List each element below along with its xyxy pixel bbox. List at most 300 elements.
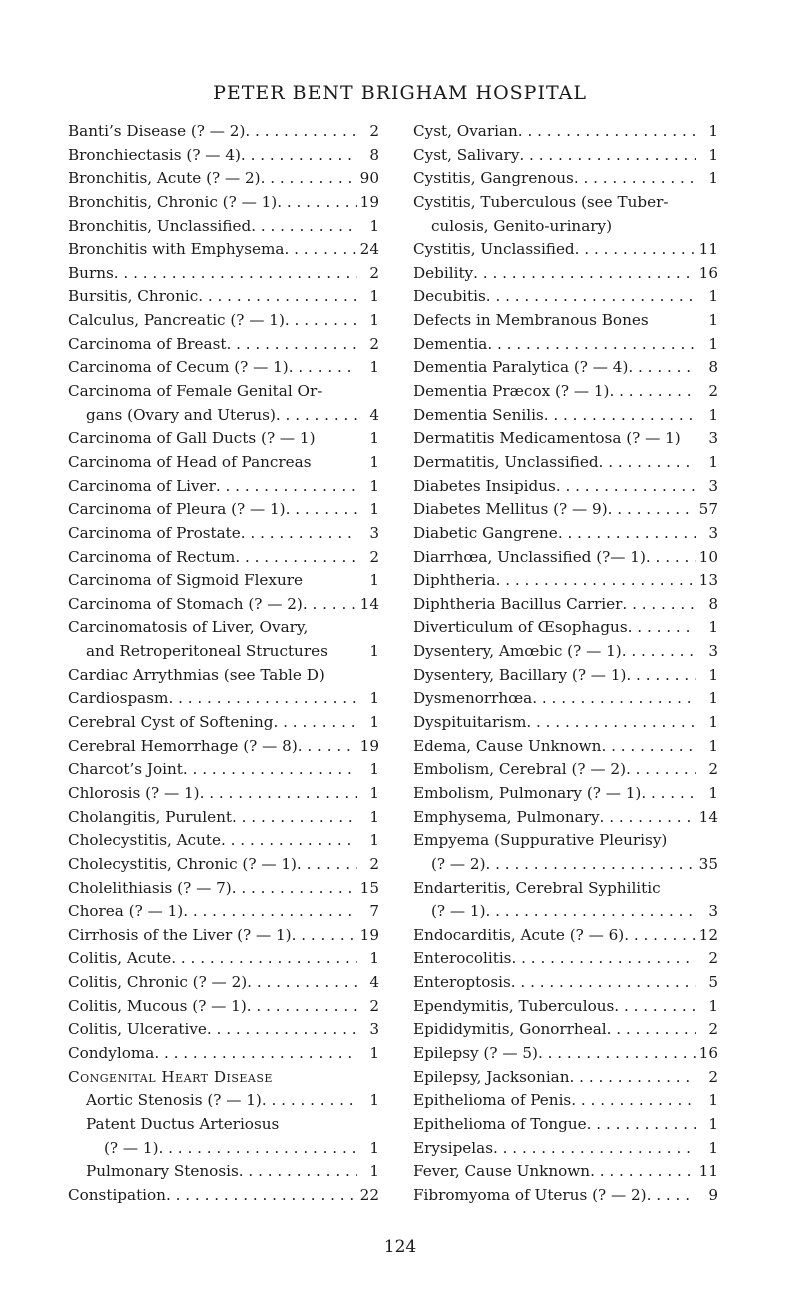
entry-label: Diphtheria Bacillus Carrier xyxy=(413,594,623,613)
entry-label: Cholecystitis, Chronic (? — 1) xyxy=(68,854,297,873)
entry-label: Dysentery, Amœbic (? — 1) xyxy=(413,642,622,661)
entry-label: Carcinomatosis of Liver, Ovary, xyxy=(68,618,309,637)
index-entry xyxy=(68,782,379,806)
entry-label: Carcinoma of Head of Pancreas xyxy=(68,452,312,471)
leader-dots xyxy=(289,356,357,380)
index-entry xyxy=(413,238,718,262)
entry-label: Fever, Cause Unknown xyxy=(413,1162,591,1181)
leader-dots xyxy=(628,616,696,640)
entry-count: 1 xyxy=(369,311,379,330)
index-entry xyxy=(413,167,718,191)
leader-dots xyxy=(232,806,357,830)
index-entry xyxy=(68,711,379,735)
leader-dots xyxy=(626,664,696,688)
leader-dots xyxy=(486,285,696,309)
index-entry xyxy=(413,569,718,593)
leader-dots xyxy=(614,995,696,1019)
index-entry xyxy=(413,262,718,286)
entry-count: 15 xyxy=(359,878,379,897)
leader-dots xyxy=(235,546,357,570)
index-entry xyxy=(413,947,718,971)
leader-dots xyxy=(247,971,357,995)
entry-label: Bronchitis with Emphysema xyxy=(68,240,285,259)
entry-count: 2 xyxy=(708,382,718,401)
entry-count: 8 xyxy=(369,145,379,164)
index-entry xyxy=(413,1042,718,1066)
entry-count: 1 xyxy=(369,1091,379,1110)
index-entry xyxy=(68,120,379,144)
index-entry xyxy=(413,995,718,1019)
entry-label: Cyst, Ovarian xyxy=(413,122,518,140)
leader-dots xyxy=(544,404,696,428)
index-entry xyxy=(413,1137,718,1161)
page-header: PETER BENT BRIGHAM HOSPITAL xyxy=(213,82,587,104)
index-entry xyxy=(68,546,379,570)
entry-label: Dermatitis, Unclassified xyxy=(413,452,599,471)
entry-label: Dysentery, Bacillary (? — 1) xyxy=(413,665,627,684)
entry-count: 13 xyxy=(698,571,718,590)
entry-label: Aortic Stenosis (? — 1) xyxy=(86,1091,262,1110)
entry-count: 1 xyxy=(708,996,718,1015)
leader-dots xyxy=(298,735,357,759)
entry-label: Erysipelas xyxy=(413,1138,493,1157)
leader-dots xyxy=(600,806,696,830)
leader-dots xyxy=(571,1089,696,1113)
index-entry xyxy=(413,285,718,309)
entry-label: Embolism, Cerebral (? — 2) xyxy=(413,760,626,779)
entry-label: Colitis, Ulcerative xyxy=(68,1020,207,1039)
leader-dots xyxy=(284,238,357,262)
entry-label: and Retroperitoneal Structures xyxy=(86,642,328,661)
entry-label: Epithelioma of Tongue xyxy=(413,1114,587,1133)
leader-dots xyxy=(487,333,696,357)
entry-label: Epididymitis, Gonorrheal xyxy=(413,1020,607,1039)
entry-count: 19 xyxy=(359,192,379,211)
entry-label: gans (Ovary and Uterus) xyxy=(86,405,276,424)
entry-label: Bronchitis, Acute (? — 2) xyxy=(68,169,261,188)
entry-label: Dermatitis Medicamentosa (? — 1) xyxy=(413,429,681,448)
entry-label: Defects in Membranous Bones xyxy=(413,311,649,330)
leader-dots xyxy=(647,1184,696,1208)
index-entry xyxy=(68,877,379,901)
leader-dots xyxy=(518,120,696,144)
entry-count: 90 xyxy=(359,169,379,188)
index-entry xyxy=(68,144,379,168)
entry-label: Banti’s Disease (? — 2) xyxy=(68,122,246,140)
entry-count: 1 xyxy=(708,689,718,708)
entry-label: Dysmenorrhœa xyxy=(413,689,533,708)
leader-dots xyxy=(276,404,357,428)
leader-dots xyxy=(114,262,357,286)
leader-dots xyxy=(607,1018,696,1042)
leader-dots xyxy=(274,711,358,735)
entry-count: 1 xyxy=(708,145,718,164)
entry-label: culosis, Genito-urinary) xyxy=(431,216,613,235)
index-entry xyxy=(413,144,718,168)
leader-dots xyxy=(622,593,696,617)
entry-count: 1 xyxy=(369,216,379,235)
index-entry xyxy=(413,664,718,688)
leader-dots xyxy=(226,333,357,357)
entry-label: (? — 2) xyxy=(431,854,486,873)
entry-label: Calculus, Pancreatic (? — 1) xyxy=(68,311,285,330)
entry-label: Colitis, Chronic (? — 2) xyxy=(68,973,248,992)
leader-dots xyxy=(251,215,357,239)
index-entry xyxy=(413,782,718,806)
entry-label: (? — 1) xyxy=(104,1138,159,1157)
leader-dots xyxy=(216,475,357,499)
leader-dots xyxy=(608,498,696,522)
index-entry xyxy=(413,380,718,404)
leader-dots xyxy=(183,758,357,782)
index-entry xyxy=(413,191,718,215)
leader-dots xyxy=(261,167,357,191)
leader-dots xyxy=(575,238,696,262)
entry-count: 57 xyxy=(698,500,718,519)
leader-dots xyxy=(574,167,696,191)
index-entry xyxy=(68,971,379,995)
entry-count: 9 xyxy=(708,1185,718,1204)
entry-count: 16 xyxy=(698,1043,718,1062)
leader-dots xyxy=(641,782,696,806)
entry-count: 1 xyxy=(369,1043,379,1062)
index-entry xyxy=(413,522,718,546)
leader-dots xyxy=(303,593,357,617)
leader-dots xyxy=(239,1160,357,1184)
index-entry xyxy=(68,333,379,357)
entry-label: Carcinoma of Pleura (? — 1) xyxy=(68,500,286,519)
index-entry xyxy=(413,900,718,924)
entry-label: Edema, Cause Unknown xyxy=(413,736,602,755)
index-entry xyxy=(413,1018,718,1042)
entry-count: 1 xyxy=(369,1138,379,1157)
entry-label: Epithelioma of Penis xyxy=(413,1091,572,1110)
entry-count: 1 xyxy=(369,760,379,779)
index-entry xyxy=(68,451,379,475)
entry-count: 1 xyxy=(369,642,379,661)
entry-count: 1 xyxy=(708,665,718,684)
index-entry xyxy=(413,427,718,451)
index-entry xyxy=(413,1089,718,1113)
entry-count: 1 xyxy=(708,1114,718,1133)
index-entry xyxy=(413,120,718,144)
index-entry xyxy=(413,215,718,239)
entry-count: 2 xyxy=(369,122,379,140)
leader-dots xyxy=(538,1042,696,1066)
index-entry xyxy=(68,640,379,664)
entry-label: Carcinoma of Liver xyxy=(68,476,216,495)
entry-label: Diverticulum of Œsophagus xyxy=(413,618,628,637)
entry-count: 3 xyxy=(369,1020,379,1039)
index-entry xyxy=(413,1184,718,1208)
entry-count: 12 xyxy=(698,925,718,944)
entry-label: Diabetic Gangrene xyxy=(413,523,558,542)
leader-dots xyxy=(166,1184,357,1208)
leader-dots xyxy=(277,191,357,215)
leader-dots xyxy=(526,711,696,735)
entry-count: 1 xyxy=(369,452,379,471)
entry-count: 3 xyxy=(708,642,718,661)
index-entry xyxy=(68,758,379,782)
entry-label: Cystitis, Tuberculous (see Tuber- xyxy=(413,192,669,211)
index-entry xyxy=(68,356,379,380)
entry-label: Patent Ductus Arteriosus xyxy=(86,1114,280,1133)
entry-count: 11 xyxy=(698,240,718,259)
leader-dots xyxy=(493,1137,696,1161)
entry-label: Constipation xyxy=(68,1185,166,1204)
entry-count: 1 xyxy=(369,831,379,850)
leader-dots xyxy=(473,262,696,286)
entry-count: 1 xyxy=(708,122,718,140)
entry-label: Diabetes Mellitus (? — 9) xyxy=(413,500,608,519)
entry-label: Cardiac Arrythmias (see Table D) xyxy=(68,665,325,684)
entry-count: 19 xyxy=(359,736,379,755)
entry-count: 8 xyxy=(708,358,718,377)
entry-count: 1 xyxy=(708,311,718,330)
entry-label: Condyloma xyxy=(68,1043,155,1062)
entry-label: Burns xyxy=(68,263,114,282)
left-column xyxy=(68,120,379,1207)
index-entry xyxy=(68,687,379,711)
entry-count: 10 xyxy=(698,547,718,566)
entry-label: (? — 1) xyxy=(431,902,486,921)
index-entry xyxy=(68,735,379,759)
leader-dots xyxy=(556,475,696,499)
index-entry xyxy=(68,285,379,309)
entry-count: 1 xyxy=(708,736,718,755)
leader-dots xyxy=(247,995,357,1019)
index-entry xyxy=(68,427,379,451)
index-entry xyxy=(413,971,718,995)
entry-count: 1 xyxy=(708,783,718,802)
leader-dots xyxy=(241,144,357,168)
entry-count: 4 xyxy=(369,405,379,424)
leader-dots xyxy=(241,522,357,546)
index-entry xyxy=(68,1160,379,1184)
leader-dots xyxy=(511,947,696,971)
entry-label: Enterocolitis xyxy=(413,949,512,968)
leader-dots xyxy=(200,782,357,806)
entry-label: Carcinoma of Gall Ducts (? — 1) xyxy=(68,429,316,448)
index-entry xyxy=(413,404,718,428)
index-entry xyxy=(68,1018,379,1042)
entry-label: Emphysema, Pulmonary xyxy=(413,807,600,826)
entry-count: 14 xyxy=(698,807,718,826)
entry-count: 1 xyxy=(708,713,718,732)
entry-count: 5 xyxy=(708,973,718,992)
entry-count: 1 xyxy=(369,713,379,732)
entry-label: Cholelithiasis (? — 7) xyxy=(68,878,232,897)
leader-dots xyxy=(496,569,696,593)
index-entry xyxy=(413,806,718,830)
index-entry xyxy=(68,309,379,333)
leader-dots xyxy=(183,900,357,924)
entry-label: Epilepsy, Jacksonian xyxy=(413,1067,570,1086)
leader-dots xyxy=(599,451,696,475)
entry-count: 1 xyxy=(369,358,379,377)
leader-dots xyxy=(587,1113,696,1137)
entry-label: Carcinoma of Rectum xyxy=(68,547,236,566)
index-entry xyxy=(68,380,379,404)
entry-count: 3 xyxy=(369,523,379,542)
entry-label: Dementia Paralytica (? — 4) xyxy=(413,358,629,377)
entry-count: 2 xyxy=(708,760,718,779)
index-entry xyxy=(68,1066,379,1090)
entry-label: Pulmonary Stenosis xyxy=(86,1162,239,1181)
index-entry xyxy=(68,1089,379,1113)
entry-label: Fibromyoma of Uterus (? — 2) xyxy=(413,1185,647,1204)
entry-label: Carcinoma of Female Genital Or- xyxy=(68,382,323,401)
index-entry xyxy=(68,404,379,428)
entry-count: 1 xyxy=(369,949,379,968)
leader-dots xyxy=(297,853,357,877)
leader-dots xyxy=(198,285,357,309)
entry-label: Cyst, Salivary xyxy=(413,145,520,164)
index-entry xyxy=(413,829,718,853)
index-entry xyxy=(413,333,718,357)
entry-count: 1 xyxy=(369,689,379,708)
index-entry xyxy=(68,829,379,853)
index-entry xyxy=(68,167,379,191)
entry-label: Congenital Heart Disease xyxy=(68,1067,273,1086)
leader-dots xyxy=(519,144,696,168)
entry-label: Carcinoma of Sigmoid Flexure xyxy=(68,571,304,590)
entry-count: 22 xyxy=(359,1185,379,1204)
index-entry xyxy=(413,616,718,640)
index-entry xyxy=(68,806,379,830)
entry-label: Epilepsy (? — 5) xyxy=(413,1043,538,1062)
leader-dots xyxy=(570,1066,696,1090)
leader-dots xyxy=(626,758,696,782)
entry-label: Carcinoma of Stomach (? — 2) xyxy=(68,594,303,613)
entry-count: 1 xyxy=(369,571,379,590)
index-entry xyxy=(413,593,718,617)
entry-count: 2 xyxy=(369,996,379,1015)
index-entry xyxy=(413,1160,718,1184)
index-entry xyxy=(413,309,718,333)
entry-count: 1 xyxy=(708,287,718,306)
entry-label: Carcinoma of Prostate xyxy=(68,523,241,542)
entry-count: 4 xyxy=(369,973,379,992)
leader-dots xyxy=(171,947,357,971)
entry-count: 1 xyxy=(708,1091,718,1110)
entry-label: Endarteritis, Cerebral Syphilitic xyxy=(413,878,661,897)
leader-dots xyxy=(245,120,357,144)
entry-count: 3 xyxy=(708,902,718,921)
entry-label: Carcinoma of Breast xyxy=(68,334,227,353)
leader-dots xyxy=(628,356,696,380)
index-entry xyxy=(68,947,379,971)
entry-label: Debility xyxy=(413,263,474,282)
entry-count: 2 xyxy=(369,263,379,282)
entry-label: Cholangitis, Purulent xyxy=(68,807,232,826)
entry-label: Chorea (? — 1) xyxy=(68,902,184,921)
leader-dots xyxy=(285,309,357,333)
index-entry xyxy=(68,1137,379,1161)
entry-count: 2 xyxy=(708,949,718,968)
leader-dots xyxy=(622,640,696,664)
entry-count: 2 xyxy=(369,334,379,353)
right-column xyxy=(413,120,718,1207)
leader-dots xyxy=(154,1042,357,1066)
index-entry xyxy=(68,569,379,593)
entry-count: 11 xyxy=(698,1162,718,1181)
entry-label: Embolism, Pulmonary (? — 1) xyxy=(413,783,642,802)
entry-count: 16 xyxy=(698,263,718,282)
entry-count: 1 xyxy=(369,500,379,519)
entry-label: Cirrhosis of the Liver (? — 1) xyxy=(68,925,292,944)
index-entry xyxy=(68,215,379,239)
entry-label: Decubitis xyxy=(413,287,486,306)
entry-count: 2 xyxy=(708,1067,718,1086)
entry-label: Carcinoma of Cecum (? — 1) xyxy=(68,358,289,377)
entry-label: Diarrhœa, Unclassified (?— 1) xyxy=(413,547,646,566)
entry-count: 1 xyxy=(708,452,718,471)
index-entry xyxy=(413,475,718,499)
index-entry xyxy=(413,640,718,664)
entry-label: Colitis, Acute xyxy=(68,949,172,968)
leader-dots xyxy=(286,498,357,522)
index-entry xyxy=(413,451,718,475)
entry-label: Cholecystitis, Acute xyxy=(68,831,221,850)
index-entry xyxy=(413,498,718,522)
leader-dots xyxy=(601,735,696,759)
entry-label: Cystitis, Unclassified xyxy=(413,240,575,259)
entry-count: 7 xyxy=(369,902,379,921)
index-entry xyxy=(413,546,718,570)
index-entry xyxy=(413,687,718,711)
entry-label: Enteroptosis xyxy=(413,973,511,992)
entry-label: Dementia xyxy=(413,334,488,353)
entry-count: 1 xyxy=(369,807,379,826)
leader-dots xyxy=(232,877,357,901)
entry-count: 1 xyxy=(708,405,718,424)
leader-dots xyxy=(168,687,357,711)
entry-label: Cystitis, Gangrenous xyxy=(413,169,574,188)
leader-dots xyxy=(646,546,696,570)
entry-count: 2 xyxy=(369,547,379,566)
entry-count: 1 xyxy=(369,1162,379,1181)
entry-count: 2 xyxy=(369,854,379,873)
entry-count: 1 xyxy=(369,429,379,448)
index-entry xyxy=(413,1113,718,1137)
leader-dots xyxy=(624,924,696,948)
index-entry xyxy=(68,1184,379,1208)
leader-dots xyxy=(590,1160,696,1184)
leader-dots xyxy=(207,1018,357,1042)
entry-label: Cerebral Hemorrhage (? — 8) xyxy=(68,736,298,755)
entry-label: Bronchiectasis (? — 4) xyxy=(68,145,241,164)
index-entry xyxy=(413,877,718,901)
entry-label: Chlorosis (? — 1) xyxy=(68,783,200,802)
entry-count: 1 xyxy=(708,618,718,637)
entry-count: 2 xyxy=(708,1020,718,1039)
entry-count: 1 xyxy=(708,169,718,188)
index-entry xyxy=(68,1113,379,1137)
entry-count: 14 xyxy=(359,594,379,613)
entry-count: 24 xyxy=(359,240,379,259)
entry-label: Colitis, Mucous (? — 1) xyxy=(68,996,247,1015)
entry-count: 1 xyxy=(369,783,379,802)
entry-label: Cardiospasm xyxy=(68,689,169,708)
index-entry xyxy=(68,1042,379,1066)
index-entry xyxy=(68,522,379,546)
entry-count: 1 xyxy=(369,287,379,306)
entry-count: 35 xyxy=(698,854,718,873)
leader-dots xyxy=(221,829,357,853)
leader-dots xyxy=(486,900,697,924)
index-entry xyxy=(68,900,379,924)
